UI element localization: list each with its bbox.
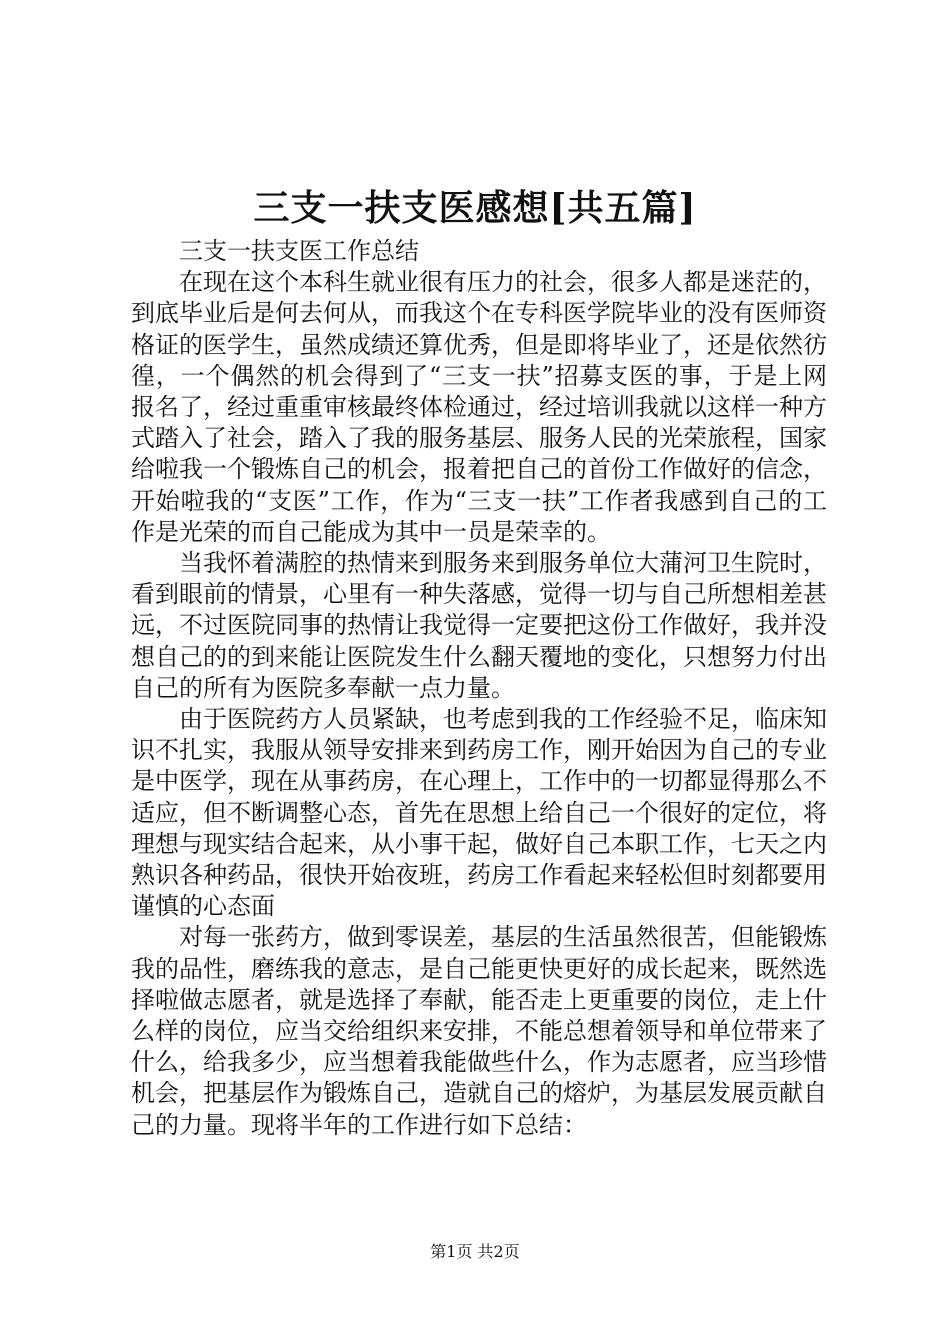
section-heading: 三支一扶支医工作总结 (179, 237, 419, 265)
body-paragraph: 由于医院药方人员紧缺，也考虑到我的工作经验不足，临床知识不扎实，我服从领导安排来到药房工作，刚开始因为自己的专业是中医学，现在从事药房，在心理上，工作中的一切都显得那么不适应，但不断调整心态，首先在思想上给自己一个很好的定位，将理想与现实结合起来，从小事干起，做好自己本职工作，七天之内熟识各种药品，很快开始夜班，药房工作看起来轻松但时刻都要用谨慎的心态面 (131, 705, 827, 921)
document-body (131, 236, 827, 1141)
body-paragraph: 当我怀着满腔的热情来到服务来到服务单位大蒲河卫生院时，看到眼前的情景，心里有一种失落感，觉得一切与自己所想相差甚远，不过医院同事的热情让我觉得一定要把这份工作做好，我并没想自己的的到来能让医院发生什么翻天覆地的变化，只想努力付出自己的所有为医院多奉献一点力量。 (131, 549, 827, 702)
document-title: 三支一扶支医感想[共五篇] (253, 187, 697, 229)
body-paragraph: 对每一张药方，做到零误差，基层的生活虽然很苦，但能锻炼我的品性，磨练我的意志，是自己能更快更好的成长起来，既然选择啦做志愿者，就是选择了奉献，能否走上更重要的岗位，走上什么样的岗位，应当交给组织来安排，不能总想着领导和单位带来了什么，给我多少，应当想着我能做些什么，作为志愿者，应当珍惜机会，把基层作为锻炼自己，造就自己的熔炉，为基层发展贡献自己的力量。现将半年的工作进行如下总结： (131, 923, 827, 1139)
body-paragraph: 在现在这个本科生就业很有压力的社会，很多人都是迷茫的，到底毕业后是何去何从，而我这个在专科医学院毕业的没有医师资格证的医学生，虽然成绩还算优秀，但是即将毕业了，还是依然彷徨，一个偶然的机会得到了“三支一扶”招募支医的事，于是上网报名了，经过重重审核最终体检通过，经过培训我就以这样一种方式踏入了社会，踏入了我的服务基层、服务人民的光荣旅程，国家给啦我一个锻炼自己的机会，报着把自己的首份工作做好的信念，开始啦我的“支医”工作，作为“三支一扶”工作者我感到自己的工作是光荣的而自己能成为其中一员是荣幸的。 (131, 268, 827, 546)
page-number: 第1页 共2页 (430, 1242, 520, 1261)
